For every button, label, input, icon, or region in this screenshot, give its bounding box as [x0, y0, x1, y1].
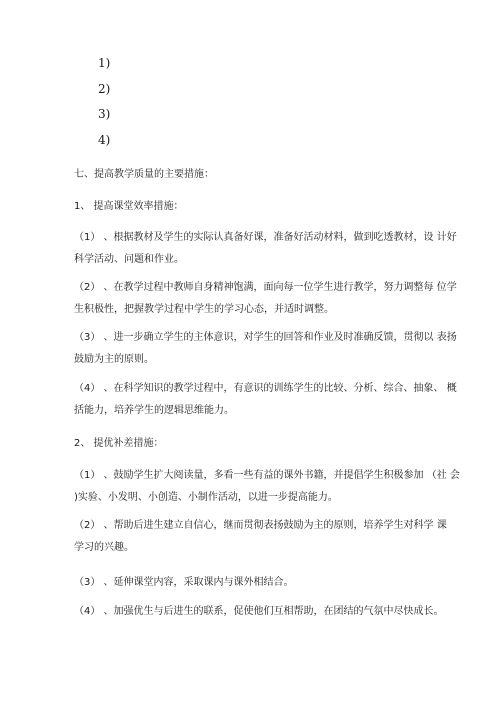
- paragraph-efficiency-1: [74, 227, 457, 271]
- paragraph-line: （3） 、进一步确立学生的主体意识，对学生的回答和作业及时准确反馈，贯彻以 表扬: [74, 332, 457, 343]
- paragraph-support-3: [74, 572, 434, 594]
- numbered-item-1: 1): [98, 56, 111, 70]
- paragraph-support-1: [74, 465, 460, 509]
- subsection-title-support: 2、 提优补差措施：: [74, 438, 164, 449]
- paragraph-line: 鼓励为主的原则。: [74, 354, 154, 365]
- paragraph-line: （4） 、在科学知识的教学过程中，有意识的训练学生的比较、分析、综合、抽象、 概: [74, 383, 457, 394]
- paragraph-line: )实验、小发明、小创造、小制作活动，以进一步提高能力。: [74, 492, 338, 503]
- paragraph-line: （2） 、帮助后进生建立自信心，继而贯彻表扬鼓励为主的原则，培养学生对科学 课: [74, 520, 447, 531]
- paragraph-line: （1） 、鼓励学生扩大阅读量，多看一些有益的课外书籍，并提倡学生积极参加 （社 会: [74, 470, 460, 481]
- section-heading: 七、提高教学质量的主要措施：: [74, 169, 214, 180]
- paragraph-line: （3） 、延伸课堂内容，采取课内与课外相结合。: [74, 577, 294, 588]
- paragraph-line: 科学活动、问题和作业。: [74, 254, 184, 265]
- numbered-item-4: 4): [98, 133, 111, 147]
- paragraph-line: 学习的兴趣。: [74, 542, 134, 553]
- paragraph-efficiency-3: [74, 327, 457, 371]
- paragraph-support-2: [74, 515, 447, 559]
- paragraph-line: （1） 、根据教材及学生的实际认真备好课，准备好活动材料，做到吃透教材，设 计好: [74, 232, 457, 243]
- numbered-item-2: 2): [98, 82, 111, 96]
- paragraph-line: （2） 、在教学过程中教师自身精神饱满，面向每一位学生进行教学，努力调整每 位学: [74, 282, 457, 293]
- paragraph-support-4: [74, 601, 444, 623]
- paragraph-line: 生积极性，把握教学过程中学生的学习心态，并适时调整。: [74, 304, 334, 315]
- numbered-item-3: 3): [98, 107, 111, 121]
- subsection-title-efficiency: 1、 提高课堂效率措施：: [74, 201, 184, 212]
- paragraph-line: 括能力，培养学生的逻辑思维能力。: [74, 405, 234, 416]
- paragraph-efficiency-4: [74, 378, 457, 422]
- paragraph-line: （4） 、加强优生与后进生的联系，促使他们互相帮助，在团结的气氛中尽快成长。: [74, 606, 444, 617]
- paragraph-efficiency-2: [74, 277, 457, 321]
